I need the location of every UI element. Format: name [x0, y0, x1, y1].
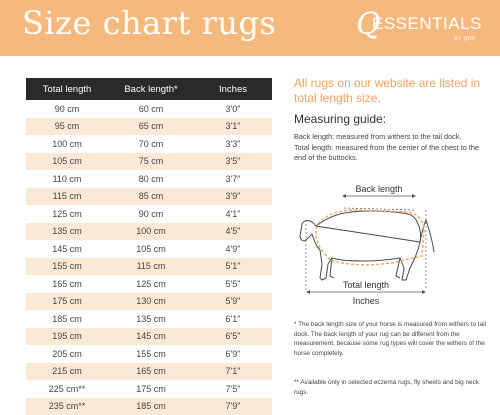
- brand-logo-sub: BY QHP: [454, 36, 476, 42]
- cell-inches: 3'5": [194, 153, 272, 171]
- cell-inches: 3'7": [194, 170, 272, 188]
- table-row: [26, 293, 272, 311]
- cell-inches: 7'9": [194, 398, 272, 415]
- cell-back-length: 80 cm: [108, 170, 194, 188]
- back-length-label: Back length: [355, 184, 402, 194]
- header-inches: Inches: [194, 78, 272, 100]
- horse-icon: [300, 211, 434, 280]
- inches-label: Inches: [353, 296, 380, 306]
- cell-back-length: 105 cm: [108, 240, 194, 258]
- table-row: [26, 100, 272, 118]
- cell-inches: 5'9": [194, 293, 272, 311]
- cell-inches: 7'5": [194, 380, 272, 398]
- table-body: [26, 100, 272, 415]
- rug-outline: [316, 210, 424, 265]
- cell-back-length: 130 cm: [108, 293, 194, 311]
- cell-total-length: 215 cm: [26, 363, 108, 381]
- table-row: [26, 363, 272, 381]
- header-total-length: Total length: [26, 78, 108, 100]
- cell-total-length: 135 cm: [26, 223, 108, 241]
- brand-logo: [356, 10, 476, 50]
- cell-back-length: 135 cm: [108, 310, 194, 328]
- table-row: [26, 205, 272, 223]
- horse-measuring-diagram: [296, 180, 446, 310]
- cell-back-length: 85 cm: [108, 188, 194, 206]
- cell-back-length: 115 cm: [108, 258, 194, 276]
- cell-total-length: 100 cm: [26, 135, 108, 153]
- total-length-label: Total length: [343, 280, 389, 290]
- back-length-description: Back length: measured from withers to the tail dock.: [294, 132, 490, 143]
- header-back-length: Back length*: [108, 78, 194, 100]
- footnote-back-length: * The back length size of your horse is measured from withers to tail dock. The back length of your rug can be different from the measurement, because some rug types will cover the withers of the horse completely.: [294, 320, 490, 358]
- cell-inches: 5'5": [194, 275, 272, 293]
- table-row: [26, 345, 272, 363]
- cell-back-length: 165 cm: [108, 363, 194, 381]
- cell-total-length: 155 cm: [26, 258, 108, 276]
- table-row: [26, 118, 272, 136]
- size-table: [26, 78, 272, 415]
- table-row: [26, 380, 272, 398]
- cell-back-length: 65 cm: [108, 118, 194, 136]
- measuring-guide-heading: Measuring guide:: [294, 112, 386, 126]
- brand-logo-q: Q: [356, 10, 381, 40]
- cell-total-length: 195 cm: [26, 328, 108, 346]
- cell-total-length: 165 cm: [26, 275, 108, 293]
- cell-inches: 6'9": [194, 345, 272, 363]
- cell-back-length: 100 cm: [108, 223, 194, 241]
- cell-back-length: 175 cm: [108, 380, 194, 398]
- page-title: Size chart rugs: [22, 4, 276, 42]
- table-row: [26, 170, 272, 188]
- cell-back-length: 70 cm: [108, 135, 194, 153]
- back-length-arrow: [342, 194, 416, 198]
- cell-inches: 3'0": [194, 100, 272, 118]
- cell-inches: 6'1": [194, 310, 272, 328]
- table-row: [26, 398, 272, 415]
- cell-inches: 4'5": [194, 223, 272, 241]
- table-row: [26, 310, 272, 328]
- brand-logo-name: ESSENTIALS: [372, 14, 482, 34]
- total-length-notice: All rugs on our website are listed in total length size.: [294, 76, 484, 106]
- table-header-row: [26, 78, 272, 100]
- cell-total-length: 175 cm: [26, 293, 108, 311]
- table-row: [26, 135, 272, 153]
- total-length-arrow: [306, 290, 426, 294]
- cell-inches: 6'5": [194, 328, 272, 346]
- cell-back-length: 125 cm: [108, 275, 194, 293]
- table-row: [26, 328, 272, 346]
- cell-inches: 3'1": [194, 118, 272, 136]
- total-length-description: Total length: measured from the center of the chest to the end of the buttocks.: [294, 143, 490, 164]
- cell-total-length: 145 cm: [26, 240, 108, 258]
- cell-total-length: 105 cm: [26, 153, 108, 171]
- cell-total-length: 225 cm**: [26, 380, 108, 398]
- cell-back-length: 75 cm: [108, 153, 194, 171]
- table-row: [26, 153, 272, 171]
- cell-back-length: 145 cm: [108, 328, 194, 346]
- cell-total-length: 90 cm: [26, 100, 108, 118]
- cell-total-length: 125 cm: [26, 205, 108, 223]
- cell-inches: 3'3": [194, 135, 272, 153]
- cell-inches: 5'1": [194, 258, 272, 276]
- cell-back-length: 185 cm: [108, 398, 194, 415]
- cell-inches: 7'1": [194, 363, 272, 381]
- cell-total-length: 205 cm: [26, 345, 108, 363]
- table-row: [26, 188, 272, 206]
- cell-total-length: 185 cm: [26, 310, 108, 328]
- cell-total-length: 110 cm: [26, 170, 108, 188]
- table-row: [26, 275, 272, 293]
- table-row: [26, 258, 272, 276]
- cell-back-length: 155 cm: [108, 345, 194, 363]
- cell-total-length: 115 cm: [26, 188, 108, 206]
- cell-back-length: 90 cm: [108, 205, 194, 223]
- footnote-availability: ** Available only in selected eczema rugs, fly sheets and big neck rugs.: [294, 378, 490, 397]
- cell-back-length: 60 cm: [108, 100, 194, 118]
- cell-total-length: 235 cm**: [26, 398, 108, 415]
- table-row: [26, 223, 272, 241]
- cell-inches: 4'1": [194, 205, 272, 223]
- cell-total-length: 95 cm: [26, 118, 108, 136]
- cell-inches: 4'9": [194, 240, 272, 258]
- table-row: [26, 240, 272, 258]
- cell-inches: 3'9": [194, 188, 272, 206]
- measuring-guide-text: [294, 132, 490, 164]
- header-banner: [0, 0, 500, 56]
